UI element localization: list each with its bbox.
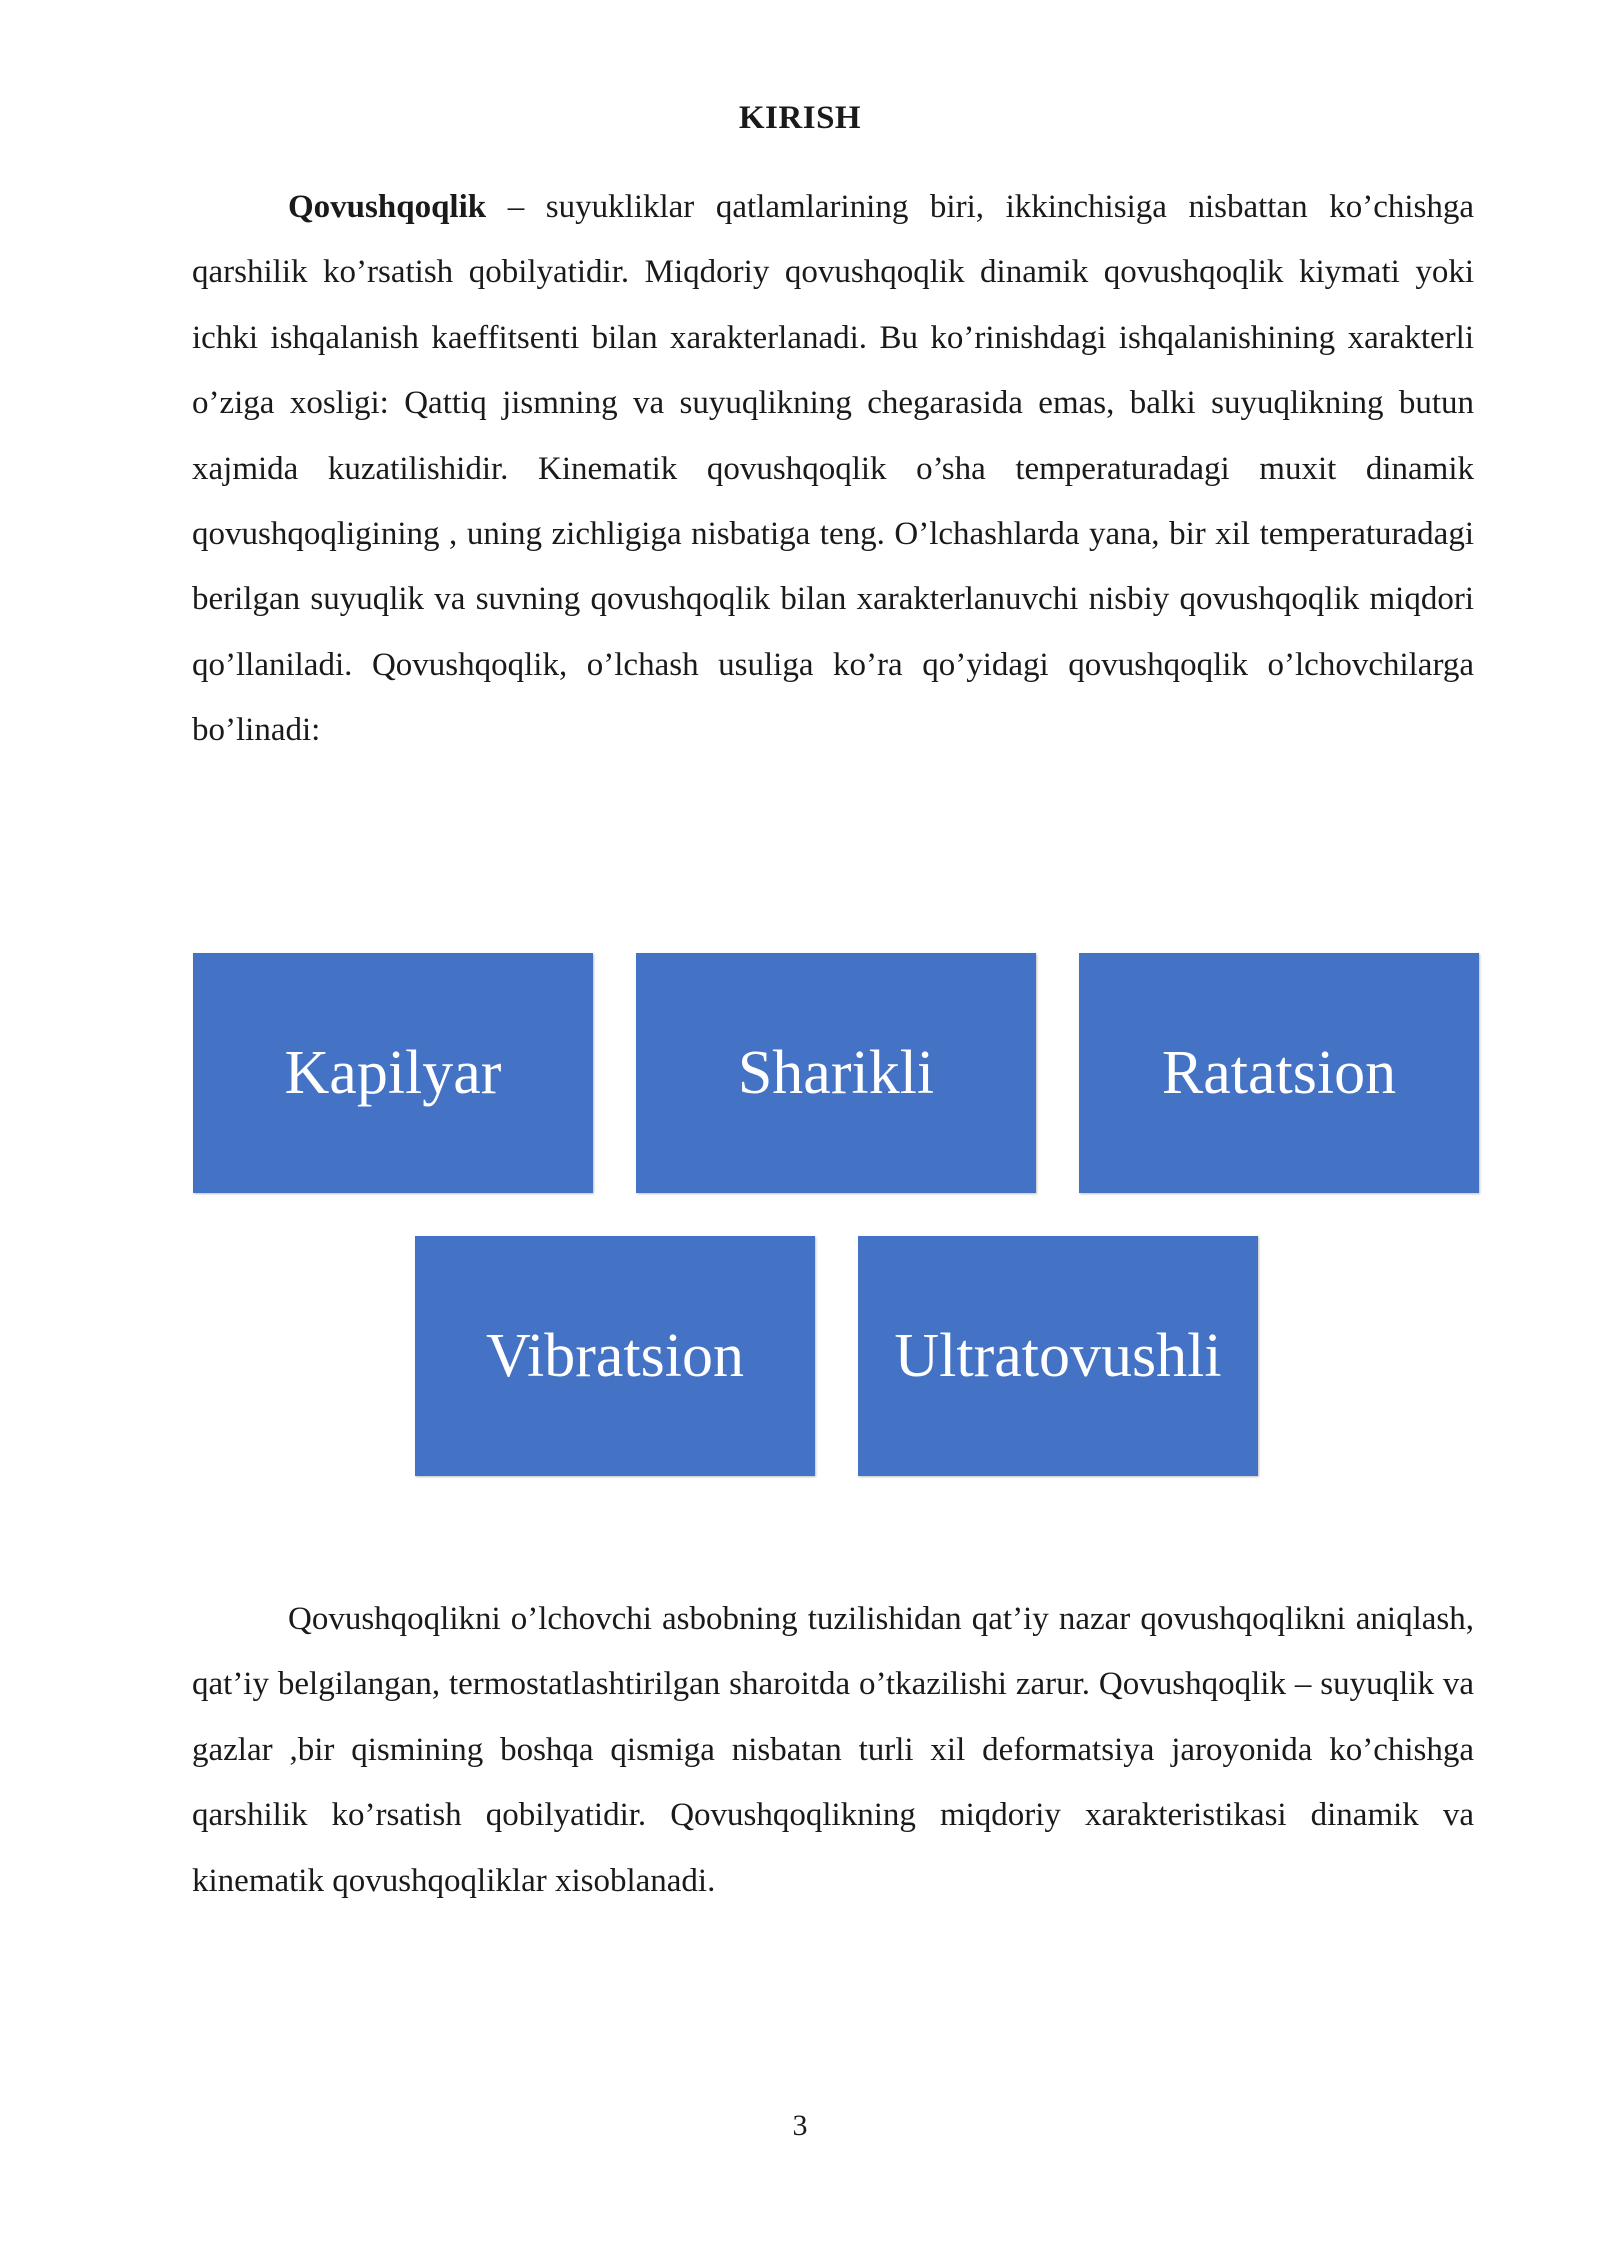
diagram-box-ratatsion: Ratatsion [1079,953,1479,1193]
second-paragraph: Qovushqoqlikni o’lchovchi asbobning tuzilishidan qat’iy nazar qovushqoqlikni aniqlash, qat’iy belgilangan, termostatlashtirilgan sharoitda o’tkazilishi zarur. Qovushqoqlik – suyuqlik va gazlar ,bir qismining boshqa qismiga nisbatan turli xil deformatsiya jaroyonida ko’chishga qarshilik ko’rsatish qobilyatidir. Qovushqoqlikning miqdoriy xarakteristikasi dinamik va kinematik qovushqoqliklar xisoblanadi. [192,1601,1474,1899]
intro-text: – suyukliklar qatlamlarining biri, ikkinchisiga nisbattan ko’chishga qarshilik ko’rsatish qobilyatidir. Miqdoriy qovushqoqlik dinamik qovushqoqlik kiymati yoki ichki ishqalanish kaeffitsenti bilan xarakterlanadi. Bu ko’rinishdagi ishqalanishining xarakterli o’ziga xosligi: Qattiq jismning va suyuqlikning chegarasida emas, balki suyuqlikning butun xajmida kuzatilishidir. Kinematik qovushqoqlik o’sha temperaturadagi muxit dinamik qovushqoqligining , uning zichligiga nisbatiga teng. O’lchashlarda yana, bir xil temperaturadagi berilgan suyuqlik va suvning qovushqoqlik bilan xarakterlanuvchi nisbiy qovushqoqlik miqdori qo’llaniladi. Qovushqoqlik, o’lchash usuliga ko’ra qo’yidagi qovushqoqlik o’lchovchilarga bo’linadi: [192,189,1474,749]
diagram-box-ultratovushli: Ultratovushli [858,1236,1258,1476]
term-qovushqoqlik: Qovushqoqlik [288,189,487,225]
diagram-box-vibratsion: Vibratsion [415,1236,815,1476]
page-title: KIRISH [738,100,862,136]
diagram-box-sharikli: Sharikli [636,953,1036,1193]
page-number: 3 [792,2109,808,2142]
intro-paragraph [192,175,1474,764]
diagram-box-kapilyar: Kapilyar [193,953,593,1193]
